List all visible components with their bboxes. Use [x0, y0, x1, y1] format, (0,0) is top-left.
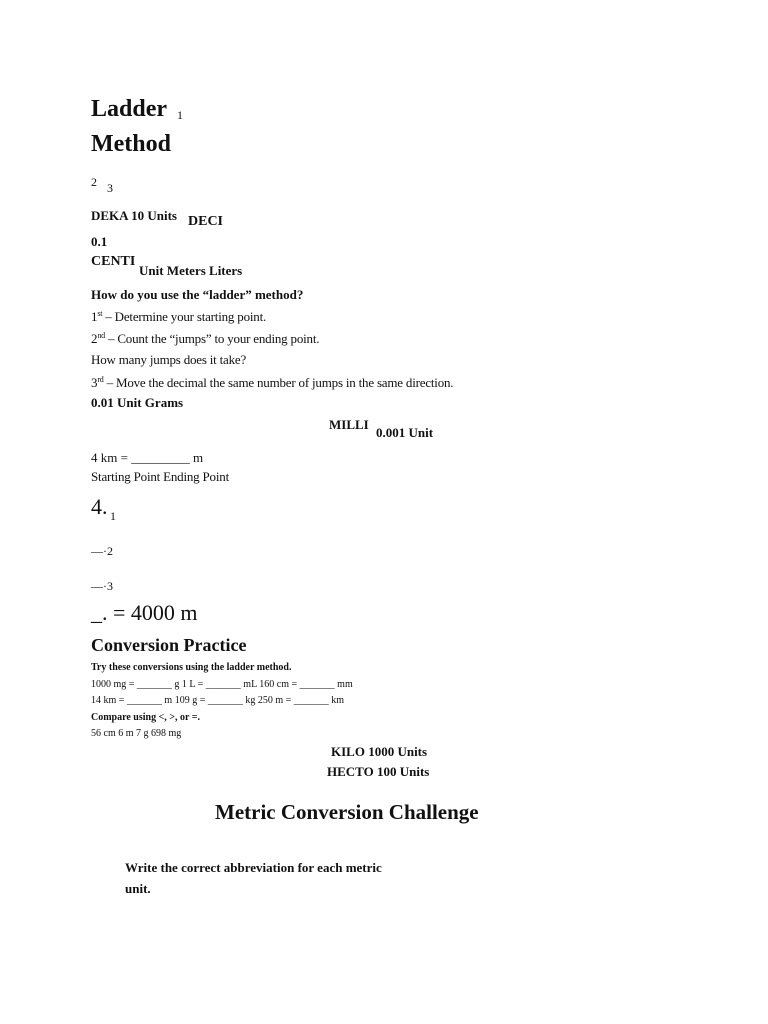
step-1-number: 1: [91, 309, 98, 324]
ladder-title-word2: Method: [91, 131, 171, 157]
ladder-milli-value: 0.001 Unit: [376, 425, 434, 440]
step-2-text: – Count the “jumps” to your ending point.: [104, 331, 320, 346]
ladder-step-1: 1: [177, 108, 183, 122]
how-to-jumps-question: How many jumps does it take?: [91, 352, 247, 367]
ladder-milli: MILLI: [329, 417, 369, 432]
practice-compare-heading: Compare using <, >, or =.: [91, 712, 200, 723]
step-3-suffix: rd: [97, 375, 104, 384]
step-3-text: – Move the decimal the same number of jumps in the same direction.: [103, 375, 454, 390]
ladder-base-unit: Unit Meters Liters: [139, 263, 243, 278]
practice-row-2: 14 km = _______ m 109 g = _______ kg 250 m = _______ km: [91, 695, 345, 706]
practice-row-1: 1000 mg = _______ g 1 L = _______ mL 160 cm = _______ mm: [91, 679, 353, 690]
ladder-deci: DECI: [188, 214, 224, 229]
example-jump-1: 1: [110, 509, 116, 523]
how-to-step-2: [91, 332, 319, 345]
step-2-number: 2: [91, 331, 98, 346]
example-start: 4.: [91, 494, 108, 519]
ladder-centi-value: 0.01 Unit Grams: [91, 395, 184, 410]
ladder-deka: DEKA 10 Units: [91, 208, 177, 223]
ladder-title-word1: Ladder: [91, 96, 168, 122]
practice-heading: Conversion Practice: [91, 635, 247, 655]
challenge-title: Metric Conversion Challenge: [215, 800, 479, 824]
example-problem: 4 km = _________ m: [91, 450, 204, 465]
jump-3-number: 3: [107, 579, 113, 593]
example-points: Starting Point Ending Point: [91, 469, 229, 484]
jump-2-dash: —·: [91, 544, 107, 558]
step-3-number: 3: [91, 375, 98, 390]
challenge-instruction-line-1: Write the correct abbreviation for each metric: [125, 860, 382, 875]
ladder-step-2: 2: [91, 175, 97, 189]
ladder-kilo: KILO 1000 Units: [331, 744, 428, 759]
jump-2-number: 2: [107, 544, 113, 558]
ladder-hecto: HECTO 100 Units: [327, 764, 430, 779]
example-jump-3-row: [91, 580, 113, 592]
ladder-step-3: 3: [107, 181, 113, 195]
step-1-suffix: st: [97, 309, 103, 318]
example-answer: _. = 4000 m: [91, 600, 198, 625]
how-to-question: How do you use the “ladder” method?: [91, 287, 304, 302]
ladder-centi: CENTI: [91, 254, 136, 269]
ladder-deci-value: 0.1: [91, 234, 108, 249]
practice-compare-items: 56 cm 6 m 7 g 698 mg: [91, 728, 182, 739]
step-1-text: – Determine your starting point.: [102, 309, 267, 324]
practice-instruction: Try these conversions using the ladder method.: [91, 662, 292, 673]
jump-3-dash: —·: [91, 579, 107, 593]
step-2-suffix: nd: [97, 331, 105, 340]
challenge-instruction-line-2: unit.: [125, 881, 151, 896]
example-jump-2-row: [91, 545, 113, 557]
how-to-step-1: [91, 310, 266, 323]
how-to-step-3: [91, 376, 453, 389]
